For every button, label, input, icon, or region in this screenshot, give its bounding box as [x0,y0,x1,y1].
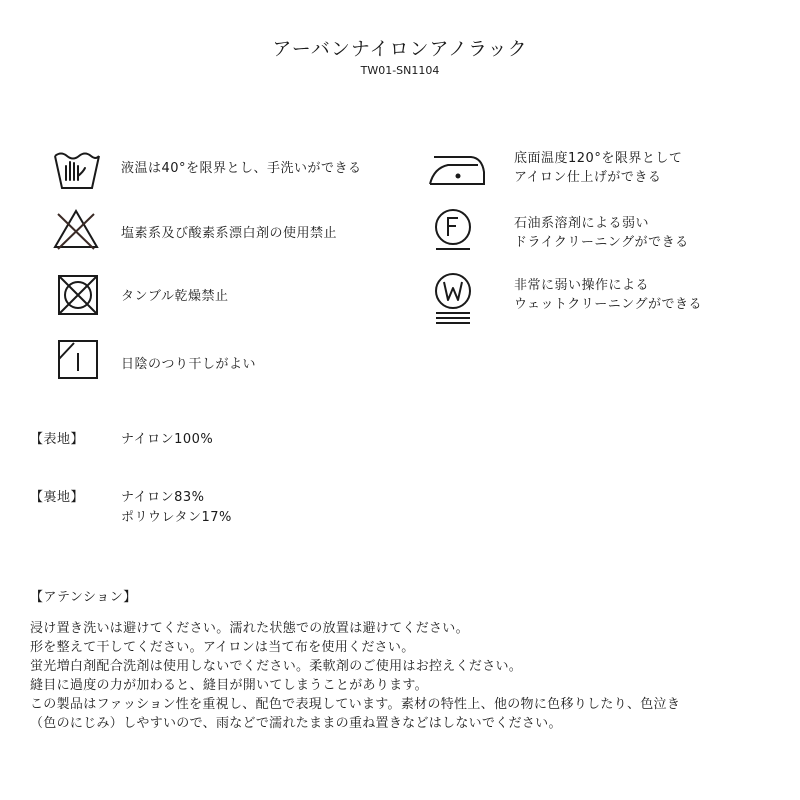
care-line: 石油系溶剤による弱い [514,216,650,231]
care-line: 液温は40°を限界とし、手洗いができる [121,161,362,176]
product-code: TW01-SN1104 [360,64,440,77]
care-line: ウェットクリーニングができる [514,297,702,312]
care-text [514,276,702,314]
no-tumble-dry-icon [56,273,100,317]
notice-line: （色のにじみ）しやすいので、雨などで濡れたままの重ね置きなどはしないでください。 [30,716,562,731]
notice-line: 形を整えて干してください。アイロンは当て布を使用ください。 [30,640,415,655]
iron-low-icon [428,150,486,188]
care-text [514,149,682,187]
notice-line: 浸け置き洗いは避けてください。濡れた状態での放置は避けてください。 [30,621,469,636]
care-line: 底面温度120°を限界として [514,151,683,166]
material-line: ポリウレタン17% [121,510,232,525]
care-line: アイロン仕上げができる [514,170,662,185]
care-text [121,159,362,178]
care-line: 日陰のつり干しがよい [121,357,257,372]
notice-line: 縫目に過度の力が加わると、縫目が開いてしまうことがあります。 [30,678,428,693]
care-line: ドライクリーニングができる [514,235,689,250]
care-text [121,287,228,306]
material-label-lining: 【裏地】 [30,490,85,505]
wet-clean-very-gentle-icon [430,270,476,326]
care-line: 非常に弱い操作による [514,278,650,293]
notice-body [30,619,790,733]
material-line: ナイロン100% [121,432,214,447]
care-line: 塩素系及び酸素系漂白剤の使用禁止 [121,226,338,241]
material-value-lining [121,488,232,528]
product-name: アーバンナイロンアノラック [272,38,528,60]
notice-heading: 【アテンション】 [30,590,137,605]
material-line: ナイロン83% [121,490,205,505]
notice-line: 蛍光増白剤配合洗剤は使用しないでください。柔軟剤のご使用はお控えください。 [30,659,523,674]
care-line: タンブル乾燥禁止 [121,289,229,304]
care-text [121,224,337,243]
material-label-outer: 【表地】 [30,432,85,447]
no-bleach-icon [52,208,100,250]
notice-line: この製品はファッション性を重視し、配色で表現しています。素材の特性上、他の物に色移りしたり、色泣き [30,697,681,712]
hand-wash-icon [52,146,102,192]
care-text [514,214,689,252]
care-text [121,355,256,374]
dry-clean-f-icon [430,206,476,252]
shade-dry-icon [56,338,100,380]
material-value-outer [121,430,213,450]
